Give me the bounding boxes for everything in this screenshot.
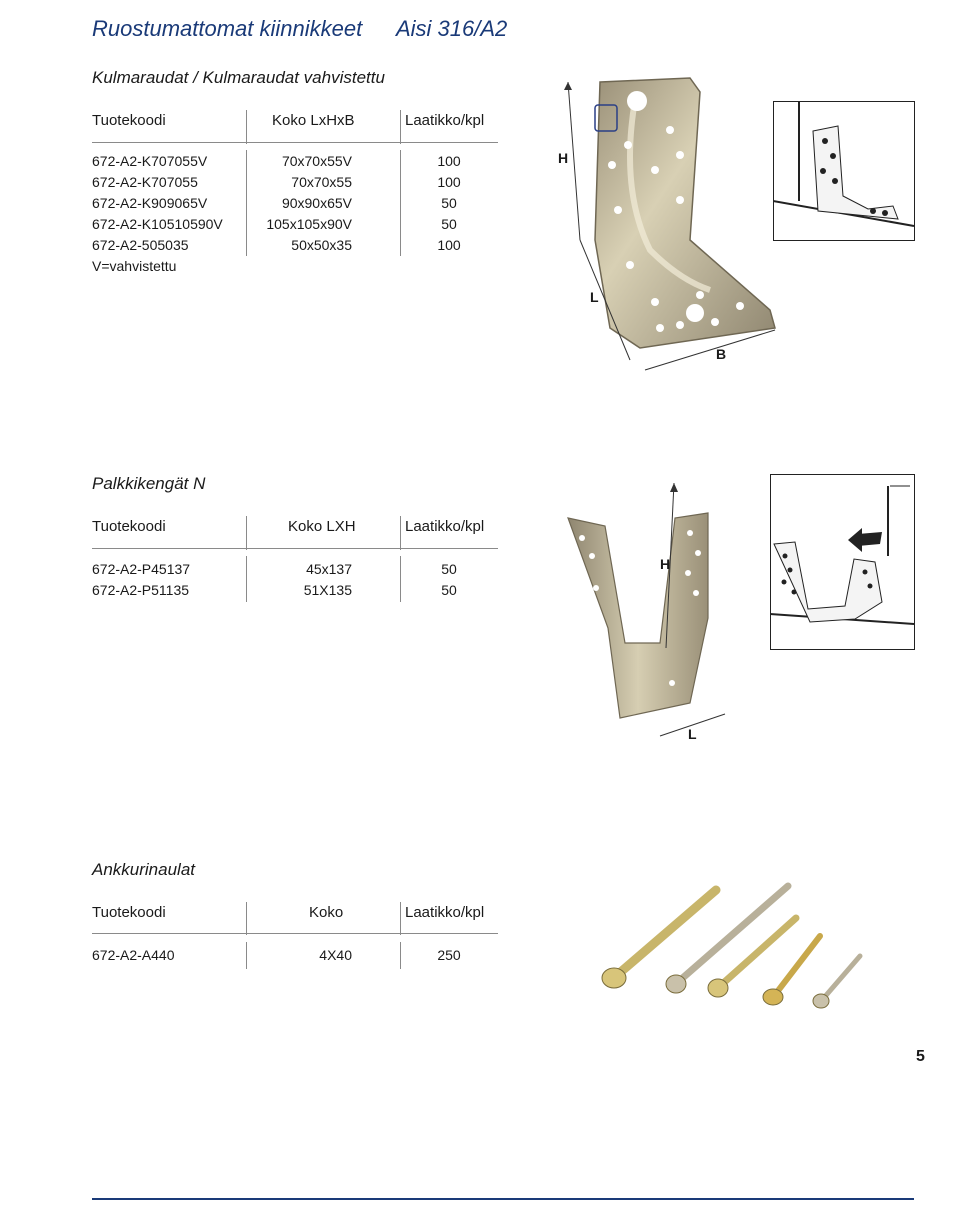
cell-code: 672-A2-K707055 — [92, 174, 198, 190]
cell-qty: 100 — [437, 237, 461, 253]
col-header-code: Tuotekoodi — [92, 112, 166, 129]
section-title-angle-brackets: Kulmaraudat / Kulmaraudat vahvistettu — [92, 68, 385, 87]
cell-qty: 100 — [437, 153, 461, 169]
cell-size: 105x105x90V — [266, 216, 352, 232]
angle-bracket-image — [540, 70, 790, 380]
cell-code: 672-A2-P45137 — [92, 561, 191, 577]
footer-rule — [92, 1198, 914, 1200]
page-title: Ruostumattomat kiinnikkeet — [92, 16, 363, 41]
col-header-size: Koko — [309, 904, 344, 921]
table-row — [92, 235, 461, 256]
section-title-joist-hangers: Palkkikengät N — [92, 474, 206, 493]
table-row — [92, 945, 461, 966]
section-title-anchor-nails: Ankkurinaulat — [92, 860, 196, 879]
cell-code: 672-A2-P51135 — [92, 582, 190, 598]
cell-qty: 50 — [441, 561, 457, 577]
joist-hanger-image — [560, 478, 735, 740]
table-note: V=vahvistettu — [92, 258, 177, 274]
cell-qty: 100 — [437, 174, 461, 190]
table-anchor-nails — [92, 945, 461, 966]
dim-label-h: H — [660, 556, 671, 572]
cell-code: 672-A2-K10510590V — [92, 216, 223, 232]
table-row — [92, 151, 461, 172]
cell-qty: 50 — [441, 195, 457, 211]
dim-label-l: L — [590, 289, 599, 305]
cell-size: 4X40 — [319, 947, 352, 963]
cell-qty: 50 — [441, 582, 457, 598]
cell-size: 70x70x55 — [291, 174, 352, 190]
angle-bracket-diagram — [773, 101, 915, 241]
joist-hanger-diagram — [770, 474, 915, 650]
anchor-nails-image — [598, 878, 870, 1010]
col-header-size: Koko LxHxB — [272, 112, 355, 129]
cell-size: 51X135 — [303, 582, 352, 598]
cell-code: 672-A2-505035 — [92, 237, 189, 253]
col-header-size: Koko LXH — [288, 518, 356, 535]
table-row — [92, 580, 457, 601]
table-joist-hangers — [92, 559, 457, 601]
cell-code: 672-A2-A440 — [92, 947, 175, 963]
table-row — [92, 172, 461, 193]
cell-size: 90x90x65V — [281, 195, 352, 211]
col-header-code: Tuotekoodi — [92, 904, 166, 921]
page-number: 5 — [916, 1048, 925, 1065]
cell-size: 50x50x35 — [291, 237, 352, 253]
table-row — [92, 559, 457, 580]
material-grade: Aisi 316/A2 — [396, 16, 508, 41]
col-header-qty: Laatikko/kpl — [405, 112, 485, 129]
dim-label-l: L — [688, 726, 697, 742]
cell-code: 672-A2-K707055V — [92, 153, 208, 169]
cell-code: 672-A2-K909065V — [92, 195, 208, 211]
cell-qty: 50 — [441, 216, 457, 232]
table-row — [92, 214, 457, 235]
col-header-code: Tuotekoodi — [92, 518, 166, 535]
dim-label-b: B — [716, 346, 727, 362]
cell-size: 45x137 — [306, 561, 352, 577]
col-header-qty: Laatikko/kpl — [405, 904, 485, 921]
dim-label-h: H — [558, 150, 569, 166]
col-header-qty: Laatikko/kpl — [405, 518, 485, 535]
table-row — [92, 193, 457, 214]
cell-size: 70x70x55V — [281, 153, 352, 169]
table-angle-brackets — [92, 151, 461, 277]
cell-qty: 250 — [437, 947, 461, 963]
